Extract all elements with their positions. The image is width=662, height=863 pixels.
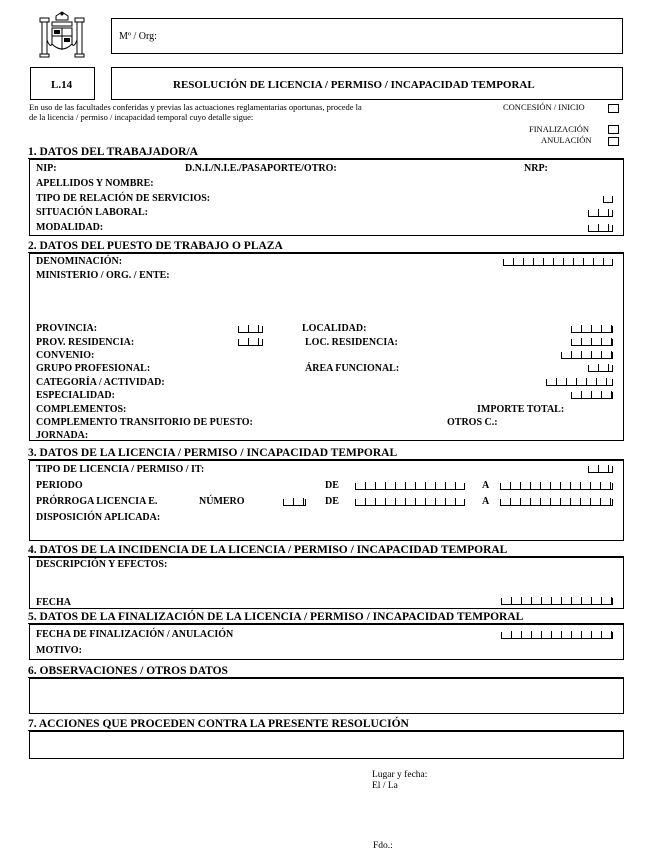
option-finalizacion-label: FINALIZACIÓN [529,124,589,134]
provincia-field[interactable] [238,326,263,333]
section-2-title: 2. DATOS DEL PUESTO DE TRABAJO O PLAZA [28,240,283,252]
disposicion-label: DISPOSICIÓN APLICADA: [36,512,161,523]
descripcion-label: DESCRIPCIÓN Y EFECTOS: [36,559,168,570]
periodo-a-label: A [482,480,490,491]
nrp-label: NRP: [524,163,548,174]
prorroga-label: PRÓRROGA LICENCIA E. [36,496,158,507]
section-4-title: 4. DATOS DE LA INCIDENCIA DE LA LICENCIA / PERMISO / INCAPACIDAD TEMPORAL [28,544,508,556]
provincia-label: PROVINCIA: [36,323,98,334]
fdo-label: Fdo.: [373,841,393,851]
convenio-label: CONVENIO: [36,350,95,361]
complementos-label: COMPLEMENTOS: [36,404,127,415]
section-6-title: 6. OBSERVACIONES / OTROS DATOS [28,665,228,677]
apellidos-label: APELLIDOS Y NOMBRE: [36,178,154,189]
periodo-de-field[interactable] [355,483,465,490]
prov-residencia-field[interactable] [238,339,263,346]
section-5-title: 5. DATOS DE LA FINALIZACIÓN DE LA LICENCIA / PERMISO / INCAPACIDAD TEMPORAL [28,611,524,623]
option-anulacion-label: ANULACIÓN [541,135,592,145]
org-box[interactable] [111,18,623,54]
fecha-field[interactable] [501,598,613,605]
section-3-title: 3. DATOS DE LA LICENCIA / PERMISO / INCAPACIDAD TEMPORAL [28,447,398,459]
concesion-checkbox[interactable] [608,104,619,113]
tipo-relacion-label: TIPO DE RELACIÓN DE SERVICIOS: [36,193,211,204]
numero-label: NÚMERO [199,496,245,507]
localidad-field[interactable] [571,326,613,333]
tipo-licencia-label: TIPO DE LICENCIA / PERMISO / IT: [36,464,205,475]
loc-residencia-field[interactable] [571,339,613,346]
intro-line-2: de la licencia / permiso / incapacidad temporal cuyo detalle sigue: [29,112,254,122]
area-label: ÁREA FUNCIONAL: [305,363,400,374]
form-title: RESOLUCIÓN DE LICENCIA / PERMISO / INCAPACIDAD TEMPORAL [173,79,535,91]
modalidad-label: MODALIDAD: [36,222,104,233]
prorroga-de-field[interactable] [355,499,465,506]
categoria-label: CATEGORÍA / ACTIVIDAD: [36,377,165,388]
fecha-fin-label: FECHA DE FINALIZACIÓN / ANULACIÓN [36,629,234,640]
ministerio-label: MINISTERIO / ORG. / ENTE: [36,270,170,281]
section-1-title: 1. DATOS DEL TRABAJADOR/A [28,146,198,158]
form-code: L.14 [51,79,73,91]
especialidad-label: ESPECIALIDAD: [36,390,115,401]
modalidad-field[interactable] [588,225,613,232]
el-la-label: El / La [372,781,398,791]
org-label: Mº / Org: [119,31,157,42]
numero-field[interactable] [283,499,306,506]
especialidad-field[interactable] [571,392,613,399]
grupo-label: GRUPO PROFESIONAL: [36,363,151,374]
motivo-label: MOTIVO: [36,645,82,656]
situacion-field[interactable] [588,210,613,217]
localidad-label: LOCALIDAD: [302,323,367,334]
convenio-field[interactable] [561,352,613,359]
prov-residencia-label: PROV. RESIDENCIA: [36,337,135,348]
loc-residencia-label: LOC. RESIDENCIA: [305,337,398,348]
periodo-label: PERIODO [36,480,83,491]
categoria-field[interactable] [546,379,613,386]
area-field[interactable] [588,365,613,372]
denominacion-label: DENOMINACIÓN: [36,256,123,267]
denominacion-field[interactable] [503,259,613,266]
option-concesion-label: CONCESIÓN / INICIO [503,102,585,112]
otros-label: OTROS C.: [447,417,498,428]
fecha-fin-field[interactable] [501,632,613,639]
jornada-label: JORNADA: [36,430,89,441]
prorroga-a-label: A [482,496,490,507]
periodo-de-label: DE [325,480,339,491]
acciones-field[interactable] [29,731,624,759]
fecha-label: FECHA [36,597,71,608]
lugar-fecha-label: Lugar y fecha: [372,770,428,780]
dni-label: D.N.I./N.I.E./PASAPORTE/OTRO: [185,163,337,174]
prorroga-de-label: DE [325,496,339,507]
comp-transitorio-label: COMPLEMENTO TRANSITORIO DE PUESTO: [36,417,253,428]
periodo-a-field[interactable] [500,483,613,490]
finalizacion-checkbox[interactable] [608,125,619,134]
section-7-title: 7. ACCIONES QUE PROCEDEN CONTRA LA PRESENTE RESOLUCIÓN [28,718,409,730]
anulacion-checkbox[interactable] [608,137,619,146]
nip-label: NIP: [36,163,57,174]
tipo-relacion-field[interactable] [603,196,613,203]
intro-line-1: En uso de las facultades conferidas y previas las actuaciones reglamentarias oportunas, procede la [29,102,362,112]
importe-label: IMPORTE TOTAL: [477,404,565,415]
observaciones-field[interactable] [29,678,624,714]
prorroga-a-field[interactable] [500,499,613,506]
situacion-label: SITUACIÓN LABORAL: [36,207,148,218]
tipo-licencia-field[interactable] [588,466,613,473]
coat-of-arms-logo [38,10,86,62]
